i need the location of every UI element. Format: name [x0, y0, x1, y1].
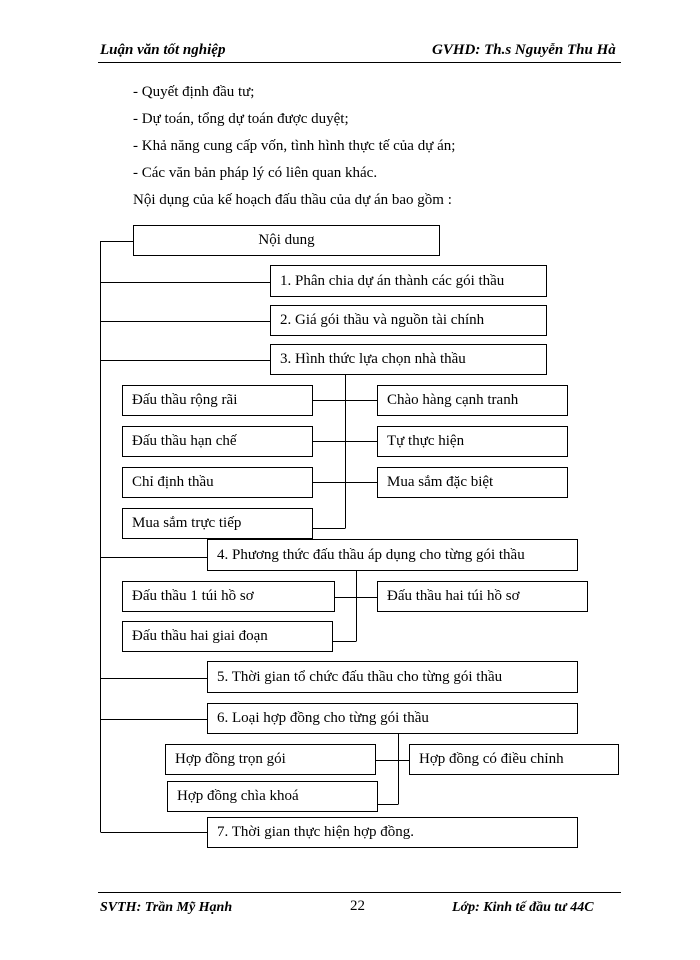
item-3-left-1: Đấu thầu rộng rãi: [122, 385, 313, 416]
item-6-right-1: Hợp đồng có điều chỉnh: [409, 744, 619, 775]
item-4-box: 4. Phương thức đấu thầu áp dụng cho từng gói thầu: [207, 539, 578, 571]
item-5-box: 5. Thời gian tổ chức đấu thầu cho từng gói thầu: [207, 661, 578, 693]
item-2-box: 2. Giá gói thầu và nguồn tài chính: [270, 305, 547, 336]
bullet-1: - Quyết định đầu tư;: [133, 84, 255, 100]
item-4-right-1: Đấu thầu hai túi hồ sơ: [377, 581, 588, 612]
page-number: 22: [350, 898, 365, 914]
bullet-2: - Dự toán, tổng dự toán được duyệt;: [133, 111, 349, 127]
item-3-right-2: Tự thực hiện: [377, 426, 568, 457]
bullet-3: - Khả năng cung cấp vốn, tình hình thực tế của dự án;: [133, 138, 456, 154]
item-7-box: 7. Thời gian thực hiện hợp đồng.: [207, 817, 578, 848]
item-3-left-3: Chỉ định thầu: [122, 467, 313, 498]
intro-text: Nội dụng của kế hoạch đấu thầu của dự án bao gồm :: [133, 192, 452, 208]
footer-class: Lớp: Kinh tế đầu tư 44C: [452, 900, 594, 915]
footer-rule: [98, 892, 621, 893]
item-3-right-3: Mua sắm đặc biệt: [377, 467, 568, 498]
item-6-box: 6. Loại hợp đồng cho từng gói thầu: [207, 703, 578, 734]
item-1-box: 1. Phân chia dự án thành các gói thầu: [270, 265, 547, 297]
header-left: Luận văn tốt nghiệp: [100, 42, 226, 58]
item-6-left-1: Hợp đồng trọn gói: [165, 744, 376, 775]
footer-student: SVTH: Trần Mỹ Hạnh: [100, 900, 233, 915]
bullet-4: - Các văn bản pháp lý có liên quan khác.: [133, 165, 378, 181]
item-4-left-1: Đấu thầu 1 túi hồ sơ: [122, 581, 335, 612]
item-6-left-2: Hợp đồng chìa khoá: [167, 781, 378, 812]
item-4-left-2: Đấu thầu hai giai đoạn: [122, 621, 333, 652]
item-3-right-1: Chào hàng cạnh tranh: [377, 385, 568, 416]
root-box: Nội dung: [133, 225, 440, 256]
item-3-box: 3. Hình thức lựa chọn nhà thầu: [270, 344, 547, 375]
item-3-left-4: Mua sắm trực tiếp: [122, 508, 313, 539]
header-right: GVHD: Th.s Nguyễn Thu Hà: [432, 42, 616, 58]
item-3-left-2: Đấu thầu hạn chế: [122, 426, 313, 457]
